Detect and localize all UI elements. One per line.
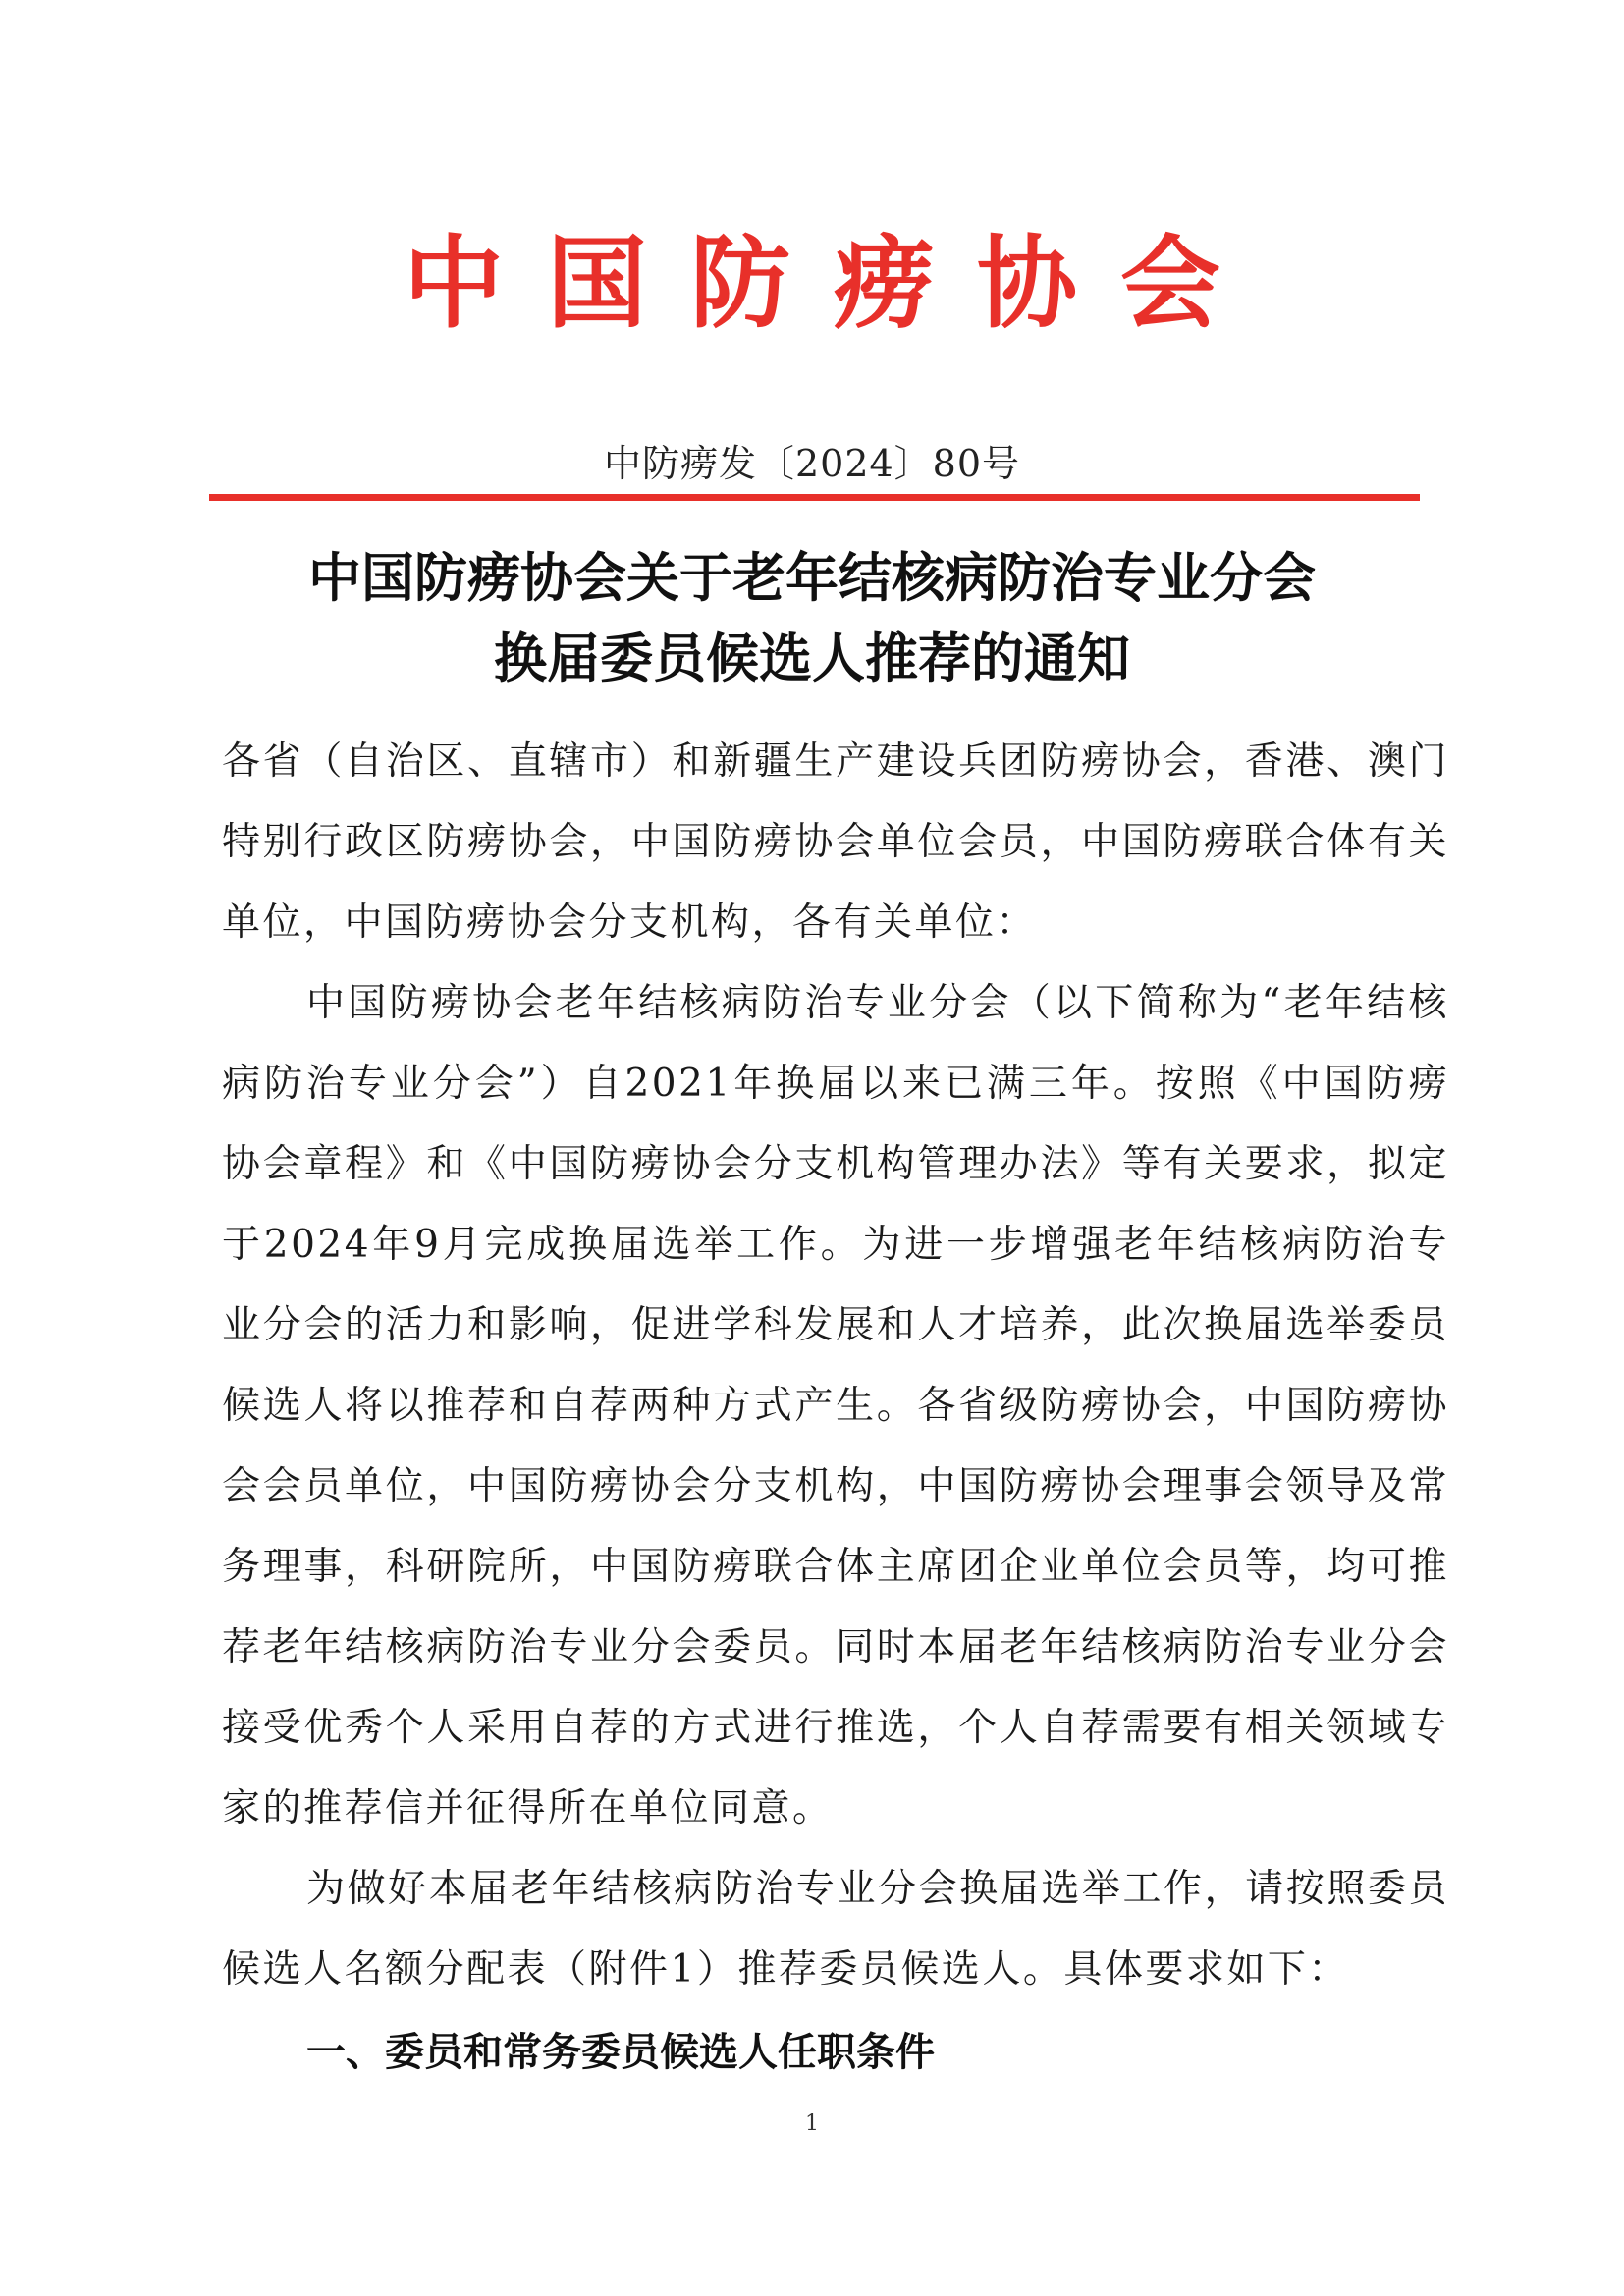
organization-name: 中国防痨协会 [404,226,1264,343]
section-heading: 一、委员和常务委员候选人任职条件 [306,2030,935,2075]
title-line-1: 中国防痨协会关于老年结核病防治专业分会 [308,547,1316,609]
page-number: 1 [805,2111,819,2136]
body-paragraph-1: 中国防痨协会老年结核病防治专业分会（以下简称为“老年结核病防治专业分会”）自2021年换届以来已满三年。按照《中国防痨协会章程》和《中国防痨协会分支机构管理办法》等有关要求，拟定于2024年9月完成换届选举工作。为进一步增强老年结核病防治专业分会的活力和影响，促进学科发展和人才培养，此次换届选举委员候选人将以推荐和自荐两种方式产生。各省级防痨协会，中国防痨协会会员单位，中国防痨协会分支机构，中国防痨协会理事会领导及常务理事，科研院所，中国防痨联合体主席团企业单位会员等，均可推荐老年结核病防治专业分会委员。同时本届老年结核病防治专业分会接受优秀个人采用自荐的方式进行推选，个人自荐需要有相关领域专家的推荐信并征得所在单位同意。 [222,981,1449,1831]
document-body [222,722,1449,2010]
title-line-2: 换届委员候选人推荐的通知 [494,628,1130,689]
document-title [0,538,1624,699]
salutation: 各省（自治区、直辖市）和新疆生产建设兵团防痨协会，香港、澳门特别行政区防痨协会，中国防痨协会单位会员，中国防痨联合体有关单位，中国防痨协会分支机构，各有关单位： [222,739,1449,945]
body-paragraph-2: 为做好本届老年结核病防治专业分会换届选举工作，请按照委员候选人名额分配表（附件1）推荐委员候选人。具体要求如下： [222,1867,1449,1992]
header-red-rule [209,494,1420,501]
document-number: 中防痨发〔2024〕80号 [603,442,1021,485]
